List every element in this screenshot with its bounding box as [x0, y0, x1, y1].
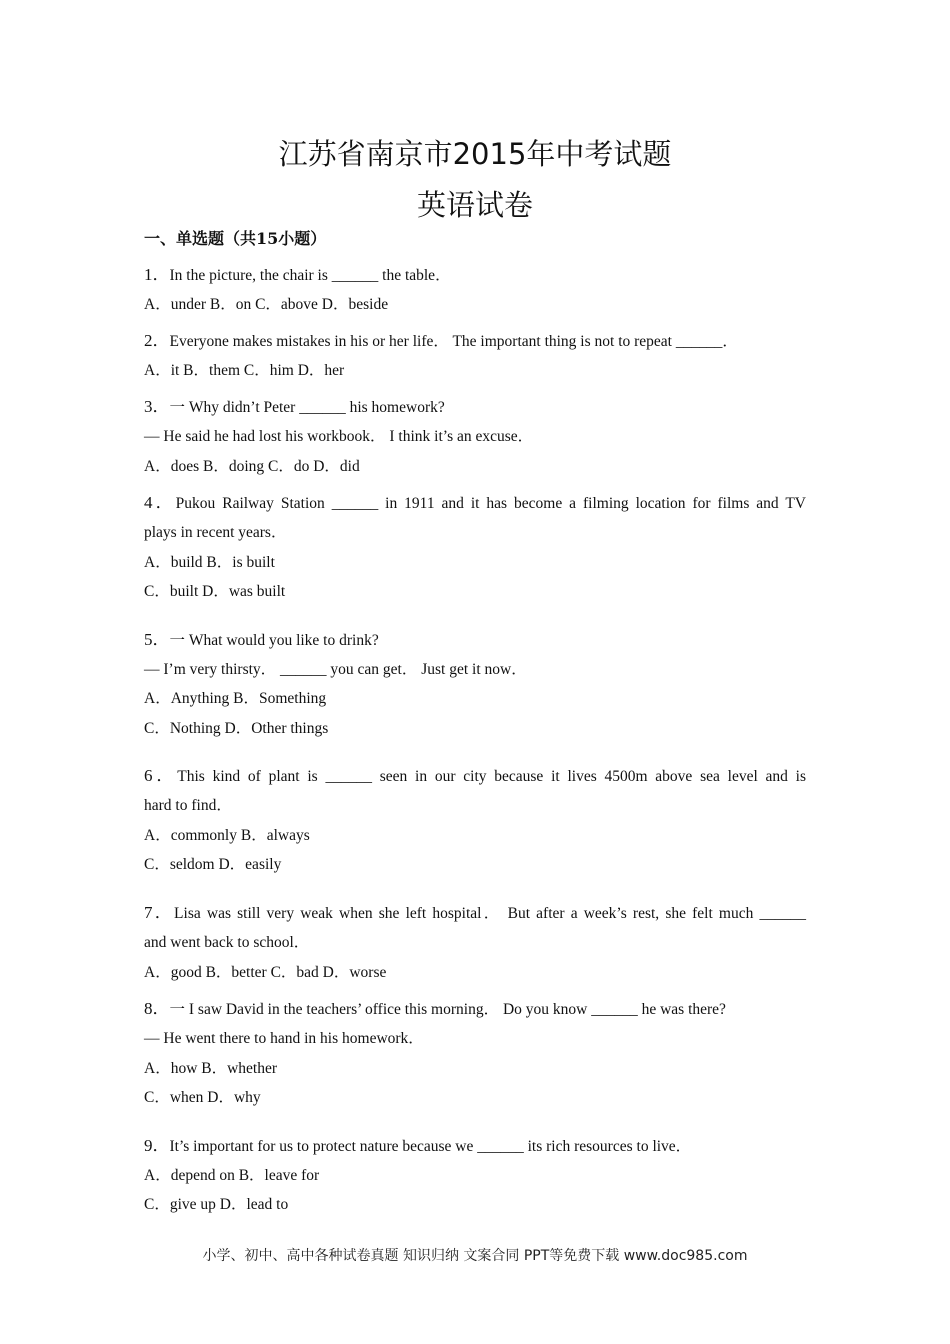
question-2-stem: [144, 331, 806, 352]
question-text: 一 I saw David in the teachers’ office this morning． Do you know ______ he was there?: [169, 1001, 726, 1018]
question-8-options-row-2: C．when D．why: [144, 1089, 261, 1106]
question-6-stem-line-2: hard to find．: [144, 797, 232, 814]
question-8-options-row-1: A．how B．whether: [144, 1060, 278, 1077]
section-heading: 一、单选题（共15小题）: [144, 229, 327, 248]
question-number: 9．: [144, 1136, 170, 1155]
question-9-options-row-1: A．depend on B．leave for: [144, 1167, 320, 1184]
question-text: 一 Why didn’t Peter ______ his homework?: [169, 399, 445, 416]
question-4-stem-line-2: plays in recent years．: [144, 524, 287, 541]
question-5-stem-line-2: — I’m very thirsty． ______ you can get． Just get it now．: [144, 661, 527, 678]
question-3-stem-line-2: — He said he had lost his workbook． I think it’s an excuse．: [144, 428, 534, 445]
question-text: 一 What would you like to drink?: [169, 632, 379, 649]
question-4-options-row-2: C．built D．was built: [144, 583, 286, 600]
question-7-options: A．good B．better C．bad D．worse: [144, 964, 387, 981]
question-5-options-row-1: A．Anything B．Something: [144, 690, 327, 707]
question-text: Pukou Railway Station ______ in 1911 and it has become a filming location for films and TV: [175, 495, 807, 512]
question-number: 8．: [144, 999, 170, 1018]
question-number: 7．: [144, 903, 175, 922]
question-number: 6．: [144, 766, 178, 785]
question-8-stem: [144, 999, 806, 1020]
question-1-stem: [144, 265, 806, 286]
page-subtitle: 英语试卷: [416, 188, 533, 222]
question-5-stem: [144, 630, 806, 651]
question-text: It’s important for us to protect nature because we ______ its rich resources to live．: [169, 1138, 692, 1155]
question-text: Everyone makes mistakes in his or her life． The important thing is not to repeat ______．: [169, 333, 738, 350]
question-3-options: A．does B．doing C．do D．did: [144, 458, 360, 475]
question-number: 1．: [144, 265, 170, 284]
question-3-stem: [144, 397, 806, 418]
question-9-options-row-2: C．give up D．lead to: [144, 1196, 289, 1213]
question-7-stem: [144, 903, 806, 924]
question-5-options-row-2: C．Nothing D．Other things: [144, 720, 329, 737]
question-6-stem: [144, 766, 806, 787]
question-2-options: A．it B．them C．him D．her: [144, 362, 345, 379]
question-8-stem-line-2: — He went there to hand in his homework．: [144, 1030, 424, 1047]
page-title: 江苏省南京市2015年中考试题: [278, 137, 672, 171]
question-number: 4．: [144, 493, 176, 512]
question-number: 2．: [144, 331, 170, 350]
question-number: 5．: [144, 630, 170, 649]
question-9-stem: [144, 1136, 806, 1157]
question-6-options-row-1: A．commonly B．always: [144, 827, 310, 844]
question-6-options-row-2: C．seldom D．easily: [144, 856, 282, 873]
question-4-options-row-1: A．build B．is built: [144, 554, 275, 571]
question-number: 3．: [144, 397, 170, 416]
question-1-options: A．under B．on C．above D．beside: [144, 296, 389, 313]
question-text: This kind of plant is ______ seen in our city because it lives 4500m above sea level and is: [177, 768, 806, 785]
question-7-stem-line-2: and went back to school．: [144, 934, 310, 951]
question-4-stem: [144, 493, 806, 514]
question-text: Lisa was still very weak when she left hospital． But after a week’s rest, she felt much ______: [174, 905, 806, 922]
footer-banner: 小学、初中、高中各种试卷真题 知识归纳 文案合同 PPT等免费下载 www.doc985.com: [202, 1248, 748, 1264]
question-text: In the picture, the chair is ______ the table．: [169, 267, 451, 284]
